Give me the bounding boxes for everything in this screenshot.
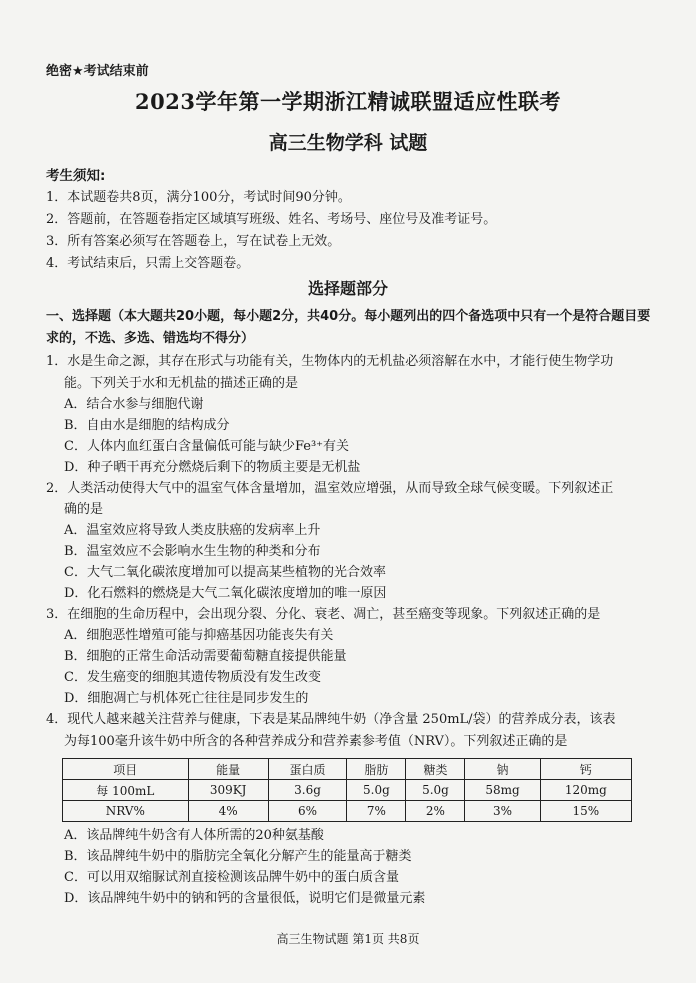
exam-title: 2023学年第一学期浙江精诚联盟适应性联考 bbox=[135, 89, 561, 114]
question-stem: 1．水是生命之源，其存在形式与功能有关，生物体内的无机盐必须溶解在水中，才能行使生物学功 bbox=[46, 354, 614, 369]
question-option: B．自由水是细胞的结构成分 bbox=[64, 418, 230, 433]
table-cell: 5.0g bbox=[347, 780, 406, 801]
question-option: B．细胞的正常生命活动需要葡萄糖直接提供能量 bbox=[64, 649, 347, 664]
notice-item: 3．所有答案必须写在答题卷上，写在试卷上无效。 bbox=[46, 234, 341, 249]
notice-item: 1．本试题卷共8页，满分100分，考试时间90分钟。 bbox=[46, 190, 351, 205]
table-cell: 3.6g bbox=[268, 780, 347, 801]
table-cell: 120mg bbox=[540, 780, 631, 801]
table-header-cell: 蛋白质 bbox=[268, 759, 347, 780]
table-cell: 15% bbox=[540, 801, 631, 822]
section-title: 选择题部分 bbox=[307, 279, 388, 298]
question-option: A．该品牌纯牛奶含有人体所需的20种氨基酸 bbox=[64, 828, 324, 843]
question-stem: 确的是 bbox=[64, 502, 104, 517]
table-cell: 3% bbox=[465, 801, 540, 822]
question-option: C．人体内血红蛋白含量偏低可能与缺少Fe³⁺有关 bbox=[64, 439, 350, 454]
notice-item: 4．考试结束后，只需上交答题卷。 bbox=[46, 256, 250, 271]
question-stem: 2．人类活动使得大气中的温室气体含量增加，温室效应增强，从而导致全球气候变暖。下列叙述正 bbox=[46, 481, 614, 496]
question-option: B．温室效应不会影响水生生物的种类和分布 bbox=[64, 544, 321, 559]
table-cell: NRV% bbox=[63, 801, 189, 822]
table-header-cell: 脂肪 bbox=[347, 759, 406, 780]
table-row bbox=[63, 801, 632, 822]
table-cell: 2% bbox=[406, 801, 465, 822]
question-stem: 为每100毫升该牛奶中所含的各种营养成分和营养素参考值（NRV）。下列叙述正确的是 bbox=[64, 734, 568, 749]
table-cell: 7% bbox=[347, 801, 406, 822]
table-cell: 4% bbox=[188, 801, 268, 822]
question-stem: 3．在细胞的生命历程中，会出现分裂、分化、衰老、凋亡，甚至癌变等现象。下列叙述正确的是 bbox=[46, 607, 601, 622]
question-option: C．大气二氧化碳浓度增加可以提高某些植物的光合效率 bbox=[64, 565, 386, 580]
notice-title: 考生须知: bbox=[46, 168, 106, 184]
page-footer: 高三生物试题 第1页 共8页 bbox=[276, 932, 420, 946]
question-option: D．化石燃料的燃烧是大气二氧化碳浓度增加的唯一原因 bbox=[64, 586, 387, 601]
table-header-cell: 能量 bbox=[188, 759, 268, 780]
nutrition-table bbox=[62, 758, 632, 822]
notice-item: 2．答题前，在答题卷指定区域填写班级、姓名、考场号、座位号及准考证号。 bbox=[46, 212, 497, 227]
question-option: A．结合水参与细胞代谢 bbox=[64, 397, 204, 412]
question-stem: 4．现代人越来越关注营养与健康，下表是某品牌纯牛奶（净含量 250mL/袋）的营养成分表，该表 bbox=[46, 712, 616, 727]
exam-subtitle: 高三生物学科 试题 bbox=[268, 132, 428, 154]
table-header-row bbox=[63, 759, 632, 780]
table-header-cell: 钙 bbox=[540, 759, 631, 780]
question-option: B．该品牌纯牛奶中的脂肪完全氧化分解产生的能量高于糖类 bbox=[64, 849, 412, 864]
table-cell: 6% bbox=[268, 801, 347, 822]
section-instructions: 一、选择题（本大题共20小题，每小题2分，共40分。每小题列出的四个备选项中只有一个是符合题目要求的，不选、多选、错选均不得分） bbox=[46, 309, 651, 346]
table-cell: 每 100mL bbox=[63, 780, 189, 801]
table-header-cell: 钠 bbox=[465, 759, 540, 780]
question-option: A．温室效应将导致人类皮肤癌的发病率上升 bbox=[64, 523, 321, 538]
question-option: D．该品牌纯牛奶中的钠和钙的含量很低，说明它们是微量元素 bbox=[64, 891, 426, 906]
question-option: C．可以用双缩脲试剂直接检测该品牌牛奶中的蛋白质含量 bbox=[64, 870, 399, 885]
question-option: A．细胞恶性增殖可能与抑癌基因功能丧失有关 bbox=[64, 628, 334, 643]
table-cell: 58mg bbox=[465, 780, 540, 801]
confidential-label: 绝密★考试结束前 bbox=[46, 64, 149, 79]
question-stem: 能。下列关于水和无机盐的描述正确的是 bbox=[64, 376, 299, 391]
table-header-cell: 项目 bbox=[63, 759, 189, 780]
table-cell: 309KJ bbox=[188, 780, 268, 801]
table-cell: 5.0g bbox=[406, 780, 465, 801]
question-option: D．种子晒干再充分燃烧后剩下的物质主要是无机盐 bbox=[64, 460, 361, 475]
question-option: D．细胞凋亡与机体死亡往往是同步发生的 bbox=[64, 691, 309, 706]
question-option: C．发生癌变的细胞其遗传物质没有发生改变 bbox=[64, 670, 321, 685]
table-row bbox=[63, 780, 632, 801]
table-header-cell: 糖类 bbox=[406, 759, 465, 780]
